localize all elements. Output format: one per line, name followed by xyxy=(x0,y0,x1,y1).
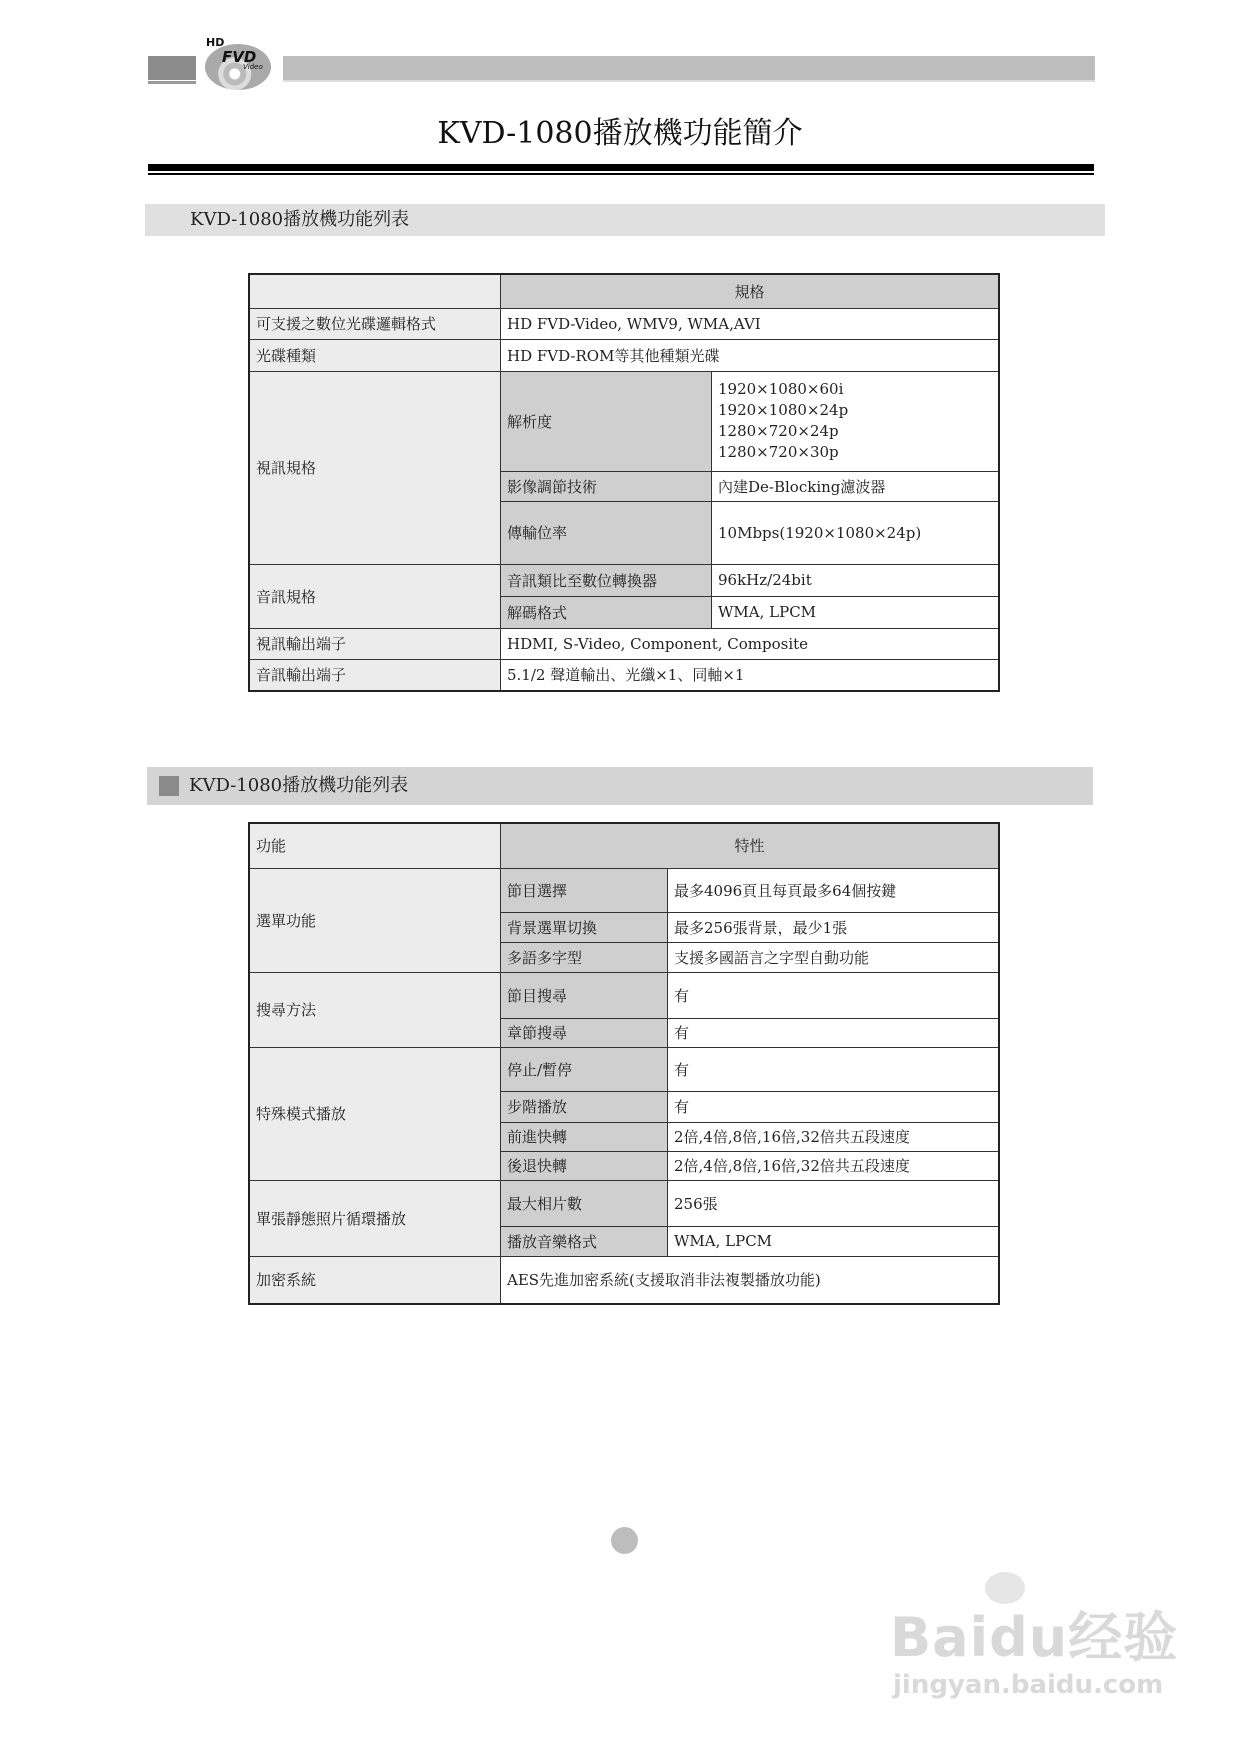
group-label: 音訊規格 xyxy=(249,564,501,628)
logo-hd-text: HD xyxy=(206,36,225,49)
section2-heading xyxy=(147,767,1093,805)
sub-value: 有 xyxy=(668,972,1000,1018)
sub-label: 後退快轉 xyxy=(501,1151,668,1180)
sub-label: 節目搜尋 xyxy=(501,972,668,1018)
logo-fvd-text: FVD xyxy=(222,48,257,66)
feature-header-feat: 特性 xyxy=(501,823,1000,868)
header-underline xyxy=(148,81,196,84)
row-label: 視訊輸出端子 xyxy=(249,628,501,659)
group-label: 搜尋方法 xyxy=(249,972,501,1047)
sub-label: 傳輸位率 xyxy=(501,501,712,564)
page-number-circle xyxy=(611,1527,638,1554)
sub-label: 停止/暫停 xyxy=(501,1047,668,1091)
sub-label: 影像調節技術 xyxy=(501,471,712,501)
row-label: 可支援之數位光碟邏輯格式 xyxy=(249,308,501,339)
sub-label: 最大相片數 xyxy=(501,1180,668,1226)
section2-title: KVD-1080播放機功能列表 xyxy=(189,775,409,796)
sub-label: 背景選單切換 xyxy=(501,912,668,942)
sub-value: 支援多國語言之字型自動功能 xyxy=(668,942,1000,972)
sub-label: 解碼格式 xyxy=(501,596,712,628)
sub-value: 10Mbps(1920×1080×24p) xyxy=(712,501,1000,564)
title-rule xyxy=(148,164,1094,171)
resolution-item: 1920×1080×60i xyxy=(718,380,844,398)
sub-label: 播放音樂格式 xyxy=(501,1226,668,1256)
section1-heading xyxy=(145,204,1105,236)
group-label: 選單功能 xyxy=(249,868,501,972)
sub-value: 最多256張背景，最少1張 xyxy=(668,912,1000,942)
sub-label: 多語多字型 xyxy=(501,942,668,972)
header-bar xyxy=(283,56,1095,80)
sub-value: 2倍,4倍,8倍,16倍,32倍共五段速度 xyxy=(668,1151,1000,1180)
group-label: 視訊規格 xyxy=(249,371,501,564)
sub-value: 有 xyxy=(668,1091,1000,1122)
row-value: AES先進加密系統(支援取消非法複製播放功能) xyxy=(501,1256,1000,1304)
resolution-item: 1280×720×30p xyxy=(718,443,839,461)
row-label: 光碟種類 xyxy=(249,339,501,371)
spec-table xyxy=(248,273,1000,692)
section1-title: KVD-1080播放機功能列表 xyxy=(190,209,410,230)
sub-value: 96kHz/24bit xyxy=(712,564,1000,596)
watermark-url: jingyan.baidu.com xyxy=(893,1670,1164,1700)
watermark-brand: Baidu经验 xyxy=(890,1606,1179,1669)
header-bar-line xyxy=(283,80,1095,82)
sub-label: 解析度 xyxy=(501,371,712,471)
sub-label: 前進快轉 xyxy=(501,1122,668,1151)
row-value: HD FVD-ROM等其他種類光碟 xyxy=(501,339,1000,371)
logo-video-text: Video xyxy=(243,63,263,71)
sub-value: WMA, LPCM xyxy=(668,1226,1000,1256)
sub-value: 內建De-Blocking濾波器 xyxy=(712,471,1000,501)
sub-value: 有 xyxy=(668,1018,1000,1047)
header-gray-block xyxy=(148,56,196,80)
sub-label: 章節搜尋 xyxy=(501,1018,668,1047)
resolution-item: 1920×1080×24p xyxy=(718,401,849,419)
sub-label: 節目選擇 xyxy=(501,868,668,912)
feature-table xyxy=(248,822,1000,1305)
group-label: 單張靜態照片循環播放 xyxy=(249,1180,501,1256)
sub-label: 步階播放 xyxy=(501,1091,668,1122)
sub-value: 有 xyxy=(668,1047,1000,1091)
feature-header-func: 功能 xyxy=(249,823,501,868)
sub-value: 最多4096頁且每頁最多64個按鍵 xyxy=(668,868,1000,912)
square-bullet-icon xyxy=(159,776,179,796)
row-value: HDMI, S-Video, Component, Composite xyxy=(501,628,1000,659)
resolution-item: 1280×720×24p xyxy=(718,422,839,440)
page-title: KVD-1080播放機功能簡介 xyxy=(437,116,803,151)
row-label: 加密系統 xyxy=(249,1256,501,1304)
row-value: 5.1/2 聲道輸出、光纖×1、同軸×1 xyxy=(501,659,1000,691)
resolution-values xyxy=(712,371,1000,471)
row-value: HD FVD-Video, WMV9, WMA,AVI xyxy=(501,308,1000,339)
sub-value: WMA, LPCM xyxy=(712,596,1000,628)
sub-value: 256張 xyxy=(668,1180,1000,1226)
spec-header-empty xyxy=(249,274,501,308)
group-label: 特殊模式播放 xyxy=(249,1047,501,1180)
sub-label: 音訊類比至數位轉換器 xyxy=(501,564,712,596)
sub-value: 2倍,4倍,8倍,16倍,32倍共五段速度 xyxy=(668,1122,1000,1151)
spec-header: 規格 xyxy=(501,274,1000,308)
title-rule-thin xyxy=(148,173,1094,175)
row-label: 音訊輸出端子 xyxy=(249,659,501,691)
